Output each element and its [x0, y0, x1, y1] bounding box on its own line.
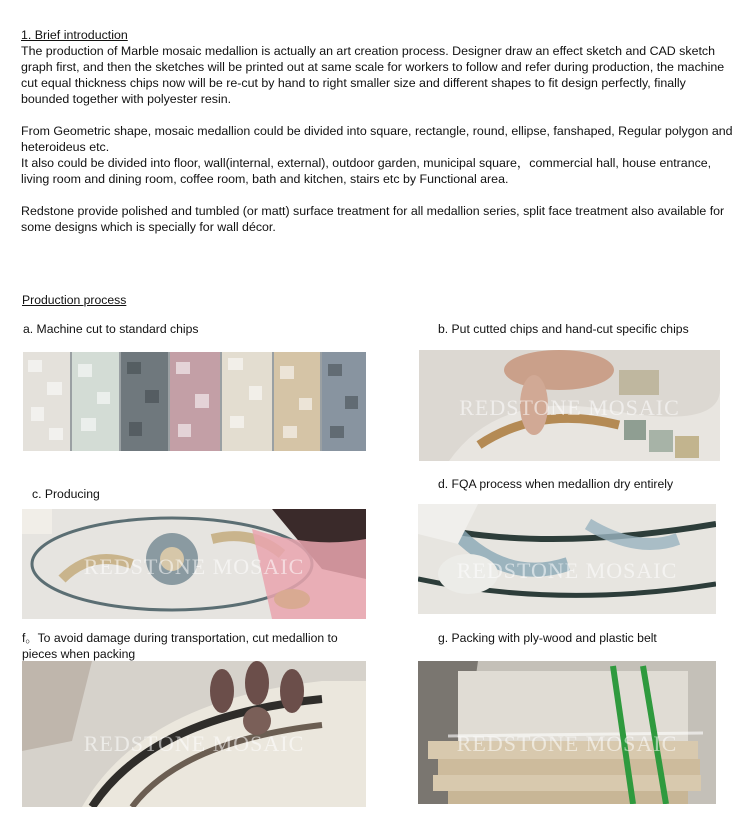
step-c-caption: c. Producing	[32, 487, 100, 501]
intro-heading: 1. Brief introduction	[21, 28, 128, 42]
step-a-photo	[23, 352, 366, 451]
step-d-photo	[418, 504, 716, 614]
intro-paragraph-surface: Redstone provide polished and tumbled (or matt) surface treatment for all medallion series, split face treatment also available for some designs which is specially for wall décor.	[21, 204, 725, 234]
process-heading: Production process	[22, 293, 127, 307]
intro-paragraph-production: The production of Marble mosaic medallion is actually an art creation process. Designer draw an effect sketch and CAD sketch graph first, and then the sketches will be printed out at same scale for workers to follow and refer during production, the machine cut equal thickness chips now will be re-cut by hand to right smaller size and different shapes to fit design perfectly, finally bounded together with polyester resin.	[21, 44, 725, 106]
step-c-photo	[22, 509, 366, 619]
intro-paragraph-geometric: From Geometric shape, mosaic medallion could be divided into square, rectangle, round, ellipse, fanshaped, Regular polygon and heteroideus etc.	[21, 124, 733, 154]
marble-chips-strip	[23, 352, 366, 451]
step-f-caption: f。To avoid damage during transportation, cut medallion to pieces when packing	[22, 631, 338, 661]
step-f-photo	[22, 661, 366, 807]
step-f-watermark: REDSTONE MOSAIC	[83, 731, 305, 756]
step-b-photo	[419, 350, 720, 461]
step-b-watermark: REDSTONE MOSAIC	[459, 395, 680, 420]
step-d-watermark: REDSTONE MOSAIC	[456, 558, 678, 583]
step-c-watermark: REDSTONE MOSAIC	[83, 554, 305, 579]
step-g-caption: g. Packing with ply-wood and plastic belt	[438, 631, 657, 645]
step-g-watermark: REDSTONE MOSAIC	[456, 731, 678, 756]
step-g-photo	[418, 661, 716, 804]
step-a-caption: a. Machine cut to standard chips	[23, 322, 199, 336]
step-d-caption: d. FQA process when medallion dry entirely	[438, 477, 674, 491]
intro-paragraph-functional: It also could be divided into floor, wall(internal, external), outdoor garden, municipal square，commercial hall, house entrance, living room and dining room, coffee room, bath and kitchen, stairs etc by Functional area.	[21, 156, 712, 186]
step-b-caption: b. Put cutted chips and hand-cut specific chips	[438, 322, 689, 336]
